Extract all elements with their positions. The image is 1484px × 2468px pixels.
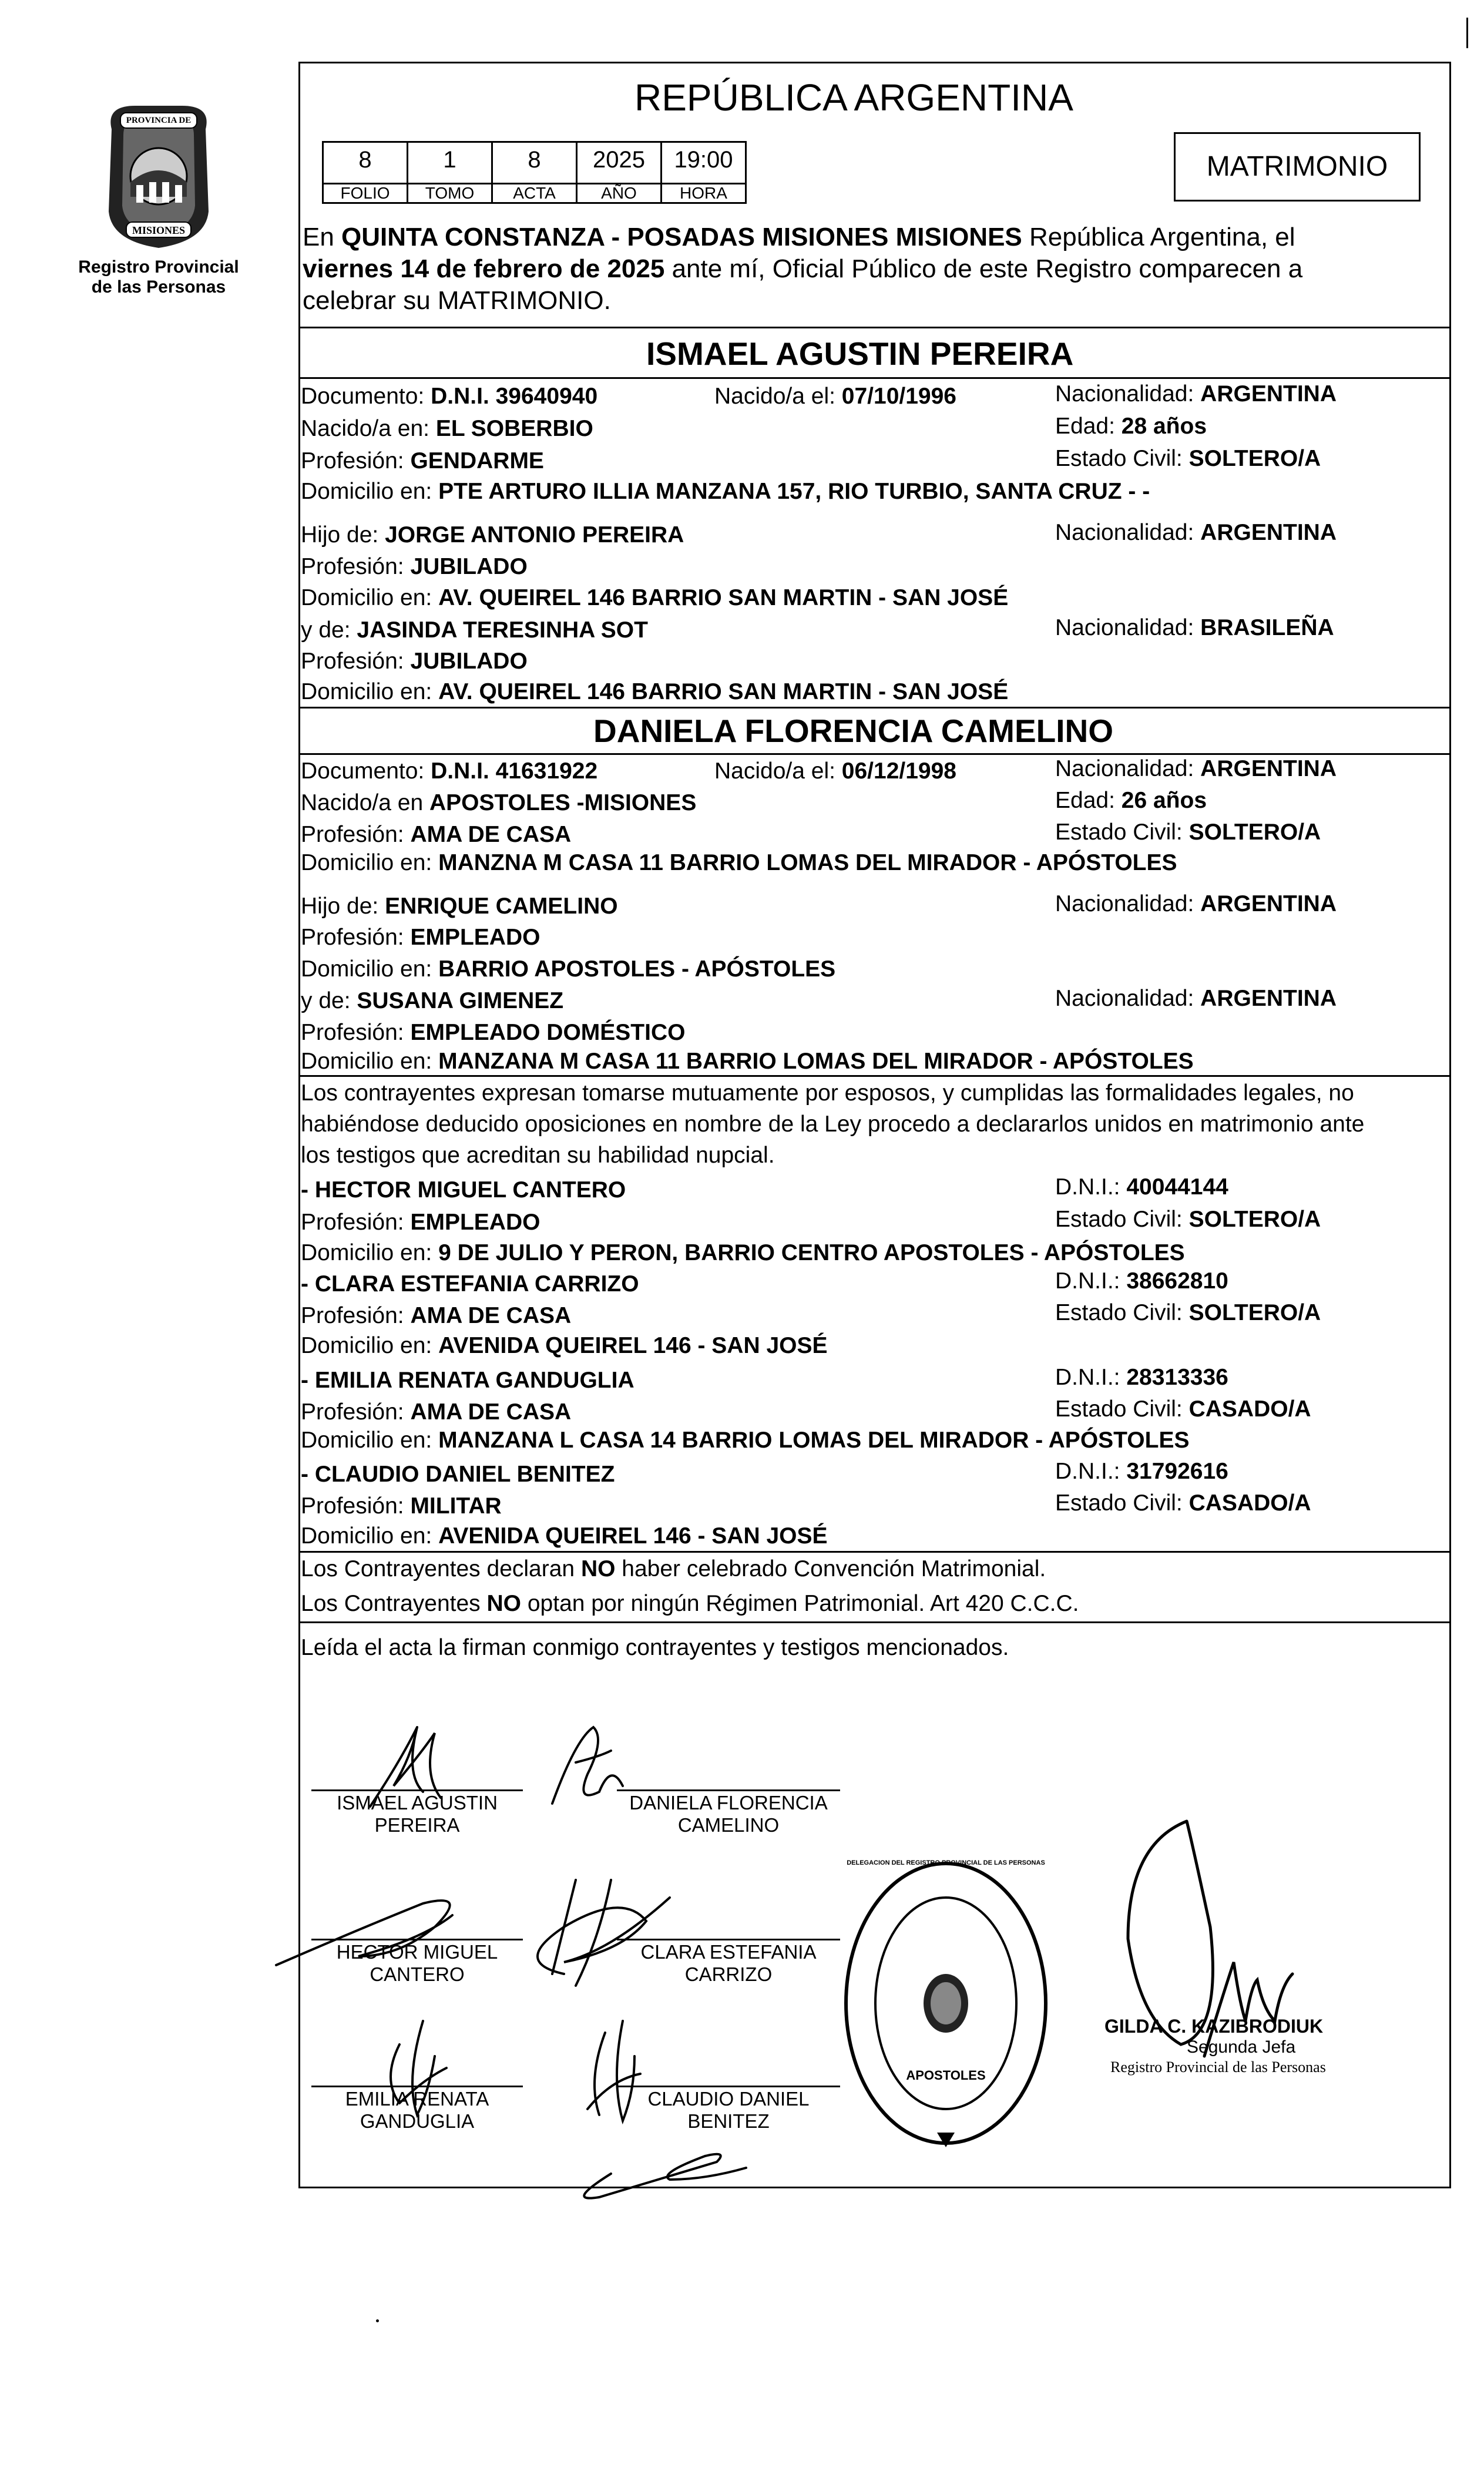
witness-address: Domicilio en: AVENIDA QUEIREL 146 - SAN JOSÉ: [301, 1523, 828, 1549]
ceremony-date: viernes 14 de febrero de 2025: [303, 254, 665, 283]
divider: [298, 377, 1451, 379]
witness-dni: D.N.I.: 38662810: [1055, 1268, 1228, 1294]
witness-dni: D.N.I.: 31792616: [1055, 1459, 1228, 1484]
country-title: REPÚBLICA ARGENTINA: [634, 76, 1073, 119]
witness-civil-status: Estado Civil: CASADO/A: [1055, 1396, 1311, 1422]
signature-name-witness2: CLARA ESTEFANIA CARRIZO: [640, 1941, 817, 1985]
tomo-value: 1: [407, 141, 493, 184]
signature-name-witness1: HECTOR MIGUEL CANTERO: [336, 1941, 498, 1985]
acta-value: 8: [491, 141, 578, 184]
groom-age: Edad: 28 años: [1055, 414, 1207, 439]
seal-text-bottom: APOSTOLES: [906, 2068, 986, 2083]
anio-value: 2025: [576, 141, 662, 184]
hora-value: 19:00: [660, 141, 747, 184]
closing-statement: Leída el acta la firman conmigo contrayentes y testigos mencionados.: [301, 1635, 1009, 1660]
signature-name-bride: DANIELA FLORENCIA CAMELINO: [629, 1792, 828, 1836]
witness-name: - CLARA ESTEFANIA CARRIZO: [301, 1271, 639, 1297]
bride-document: Documento: D.N.I. 41631922: [301, 758, 598, 784]
groom-father-profession: Profesión: JUBILADO: [301, 554, 528, 579]
bride-nationality: Nacionalidad: ARGENTINA: [1055, 756, 1337, 781]
record-type: MATRIMONIO: [1206, 151, 1388, 182]
folio-value: 8: [322, 141, 408, 184]
divider: [298, 753, 1451, 755]
bride-mother: y de: SUSANA GIMENEZ: [301, 988, 564, 1013]
emblem-text-bottom: MISIONES: [132, 224, 186, 236]
groom-mother-profession: Profesión: JUBILADO: [301, 649, 528, 674]
emblem-text-top: PROVINCIA DE: [126, 116, 192, 125]
declaration-line1: Los contrayentes expresan tomarse mutuamente por esposos, y cumplidas las formalidades legales, no: [301, 1080, 1354, 1106]
witness-profession: Profesión: EMPLEADO: [301, 1210, 540, 1235]
signature-name-witness3: EMILIA RENATA GANDUGLIA: [345, 2088, 489, 2132]
groom-name: ISMAEL AGUSTIN PEREIRA: [646, 335, 1074, 372]
official-name: GILDA C. KAZIBRODIUK: [1104, 2016, 1324, 2037]
seal-text-top: DELEGACION DEL REGISTRO PROVINCIAL DE LAS PERSONAS: [847, 1859, 1045, 1866]
ceremony-place: QUINTA CONSTANZA - POSADAS MISIONES MISIONES: [341, 223, 1022, 251]
groom-mother-nationality: Nacionalidad: BRASILEÑA: [1055, 615, 1334, 640]
handwritten-signatures: [247, 1704, 893, 2209]
witness-profession: Profesión: AMA DE CASA: [301, 1303, 572, 1328]
groom-father-nationality: Nacionalidad: ARGENTINA: [1055, 520, 1337, 545]
convention-line2: Los Contrayentes NO optan por ningún Régimen Patrimonial. Art 420 C.C.C.: [301, 1591, 1079, 1616]
signature-name-witness4: CLAUDIO DANIEL BENITEZ: [647, 2088, 810, 2132]
groom-father: Hijo de: JORGE ANTONIO PEREIRA: [301, 522, 684, 548]
groom-father-address: Domicilio en: AV. QUEIREL 146 BARRIO SAN MARTIN - SAN JOSÉ: [301, 585, 1009, 610]
bride-name: DANIELA FLORENCIA CAMELINO: [593, 713, 1114, 749]
official-seal: [840, 1856, 1052, 2150]
official-title: Segunda Jefa: [1187, 2037, 1296, 2057]
bride-profession: Profesión: AMA DE CASA: [301, 822, 572, 847]
bride-birthdate: Nacido/a el: 06/12/1998: [714, 758, 956, 784]
official-office: Registro Provincial de las Personas: [1110, 2059, 1326, 2076]
witness-dni: D.N.I.: 40044144: [1055, 1174, 1228, 1200]
divider: [298, 1621, 1451, 1623]
tomo-label: TOMO: [407, 183, 493, 204]
declaration-line3: los testigos que acreditan su habilidad nupcial.: [301, 1143, 775, 1168]
bride-civil-status: Estado Civil: SOLTERO/A: [1055, 820, 1321, 845]
witness-civil-status: Estado Civil: SOLTERO/A: [1055, 1207, 1321, 1232]
intro-line2: viernes 14 de febrero de 2025 ante mí, Oficial Público de este Registro comparecen a: [303, 254, 1303, 283]
witness-civil-status: Estado Civil: CASADO/A: [1055, 1490, 1311, 1516]
anio-label: AÑO: [576, 183, 662, 204]
registry-logo: [88, 94, 229, 253]
declaration-line2: habiéndose deducido oposiciones en nombre de la Ley procedo a declararlos unidos en matrimonio ante: [301, 1112, 1365, 1137]
hora-label: HORA: [660, 183, 747, 204]
witness-name: - CLAUDIO DANIEL BENITEZ: [301, 1462, 615, 1487]
bride-age: Edad: 26 años: [1055, 788, 1207, 813]
bride-mother-address: Domicilio en: MANZANA M CASA 11 BARRIO LOMAS DEL MIRADOR - APÓSTOLES: [301, 1049, 1194, 1074]
seal-stamp-icon: [840, 1856, 1052, 2150]
divider: [298, 707, 1451, 708]
corner-mark: [1466, 18, 1468, 48]
bride-birthplace: Nacido/a en APOSTOLES -MISIONES: [301, 790, 697, 815]
groom-birthplace: Nacido/a en: EL SOBERBIO: [301, 416, 593, 441]
folio-label: FOLIO: [322, 183, 408, 204]
stray-dot: [376, 2319, 379, 2322]
signature-name-groom: ISMAEL AGUSTIN PEREIRA: [337, 1792, 498, 1836]
groom-document: Documento: D.N.I. 39640940: [301, 384, 598, 409]
divider: [298, 1551, 1451, 1553]
acta-label: ACTA: [491, 183, 578, 204]
groom-nationality: Nacionalidad: ARGENTINA: [1055, 381, 1337, 407]
witness-address: Domicilio en: AVENIDA QUEIREL 146 - SAN JOSÉ: [301, 1333, 828, 1358]
witness-dni: D.N.I.: 28313336: [1055, 1365, 1228, 1390]
witness-address: Domicilio en: 9 DE JULIO Y PERON, BARRIO CENTRO APOSTOLES - APÓSTOLES: [301, 1240, 1185, 1265]
bride-mother-profession: Profesión: EMPLEADO DOMÉSTICO: [301, 1020, 686, 1045]
groom-civil-status: Estado Civil: SOLTERO/A: [1055, 446, 1321, 471]
bride-father: Hijo de: ENRIQUE CAMELINO: [301, 894, 618, 919]
groom-mother-address: Domicilio en: AV. QUEIREL 146 BARRIO SAN MARTIN - SAN JOSÉ: [301, 679, 1009, 704]
intro-line3: celebrar su MATRIMONIO.: [303, 286, 611, 315]
groom-profession: Profesión: GENDARME: [301, 448, 544, 474]
witness-profession: Profesión: AMA DE CASA: [301, 1399, 572, 1425]
bride-address: Domicilio en: MANZNA M CASA 11 BARRIO LOMAS DEL MIRADOR - APÓSTOLES: [301, 850, 1177, 875]
divider: [298, 1075, 1451, 1077]
witness-address: Domicilio en: MANZANA L CASA 14 BARRIO LOMAS DEL MIRADOR - APÓSTOLES: [301, 1428, 1190, 1453]
bride-father-profession: Profesión: EMPLEADO: [301, 925, 540, 950]
groom-birthdate: Nacido/a el: 07/10/1996: [714, 384, 956, 409]
witness-name: - HECTOR MIGUEL CANTERO: [301, 1177, 626, 1203]
witness-profession: Profesión: MILITAR: [301, 1493, 502, 1519]
divider: [298, 327, 1451, 328]
witness-civil-status: Estado Civil: SOLTERO/A: [1055, 1300, 1321, 1325]
logo-caption-line1: Registro Provincial: [78, 257, 239, 277]
witness-name: - EMILIA RENATA GANDUGLIA: [301, 1368, 634, 1393]
groom-mother: y de: JASINDA TERESINHA SOT: [301, 617, 648, 643]
bride-mother-nationality: Nacionalidad: ARGENTINA: [1055, 986, 1337, 1011]
groom-address: Domicilio en: PTE ARTURO ILLIA MANZANA 157, RIO TURBIO, SANTA CRUZ - -: [301, 479, 1150, 504]
convention-line1: Los Contrayentes declaran NO haber celebrado Convención Matrimonial.: [301, 1556, 1046, 1581]
logo-caption-line2: de las Personas: [91, 277, 226, 297]
bride-father-address: Domicilio en: BARRIO APOSTOLES - APÓSTOLES: [301, 956, 836, 982]
record-type-box: [1174, 132, 1421, 202]
bride-father-nationality: Nacionalidad: ARGENTINA: [1055, 891, 1337, 916]
intro-line1: En QUINTA CONSTANZA - POSADAS MISIONES MISIONES República Argentina, el: [303, 223, 1295, 251]
